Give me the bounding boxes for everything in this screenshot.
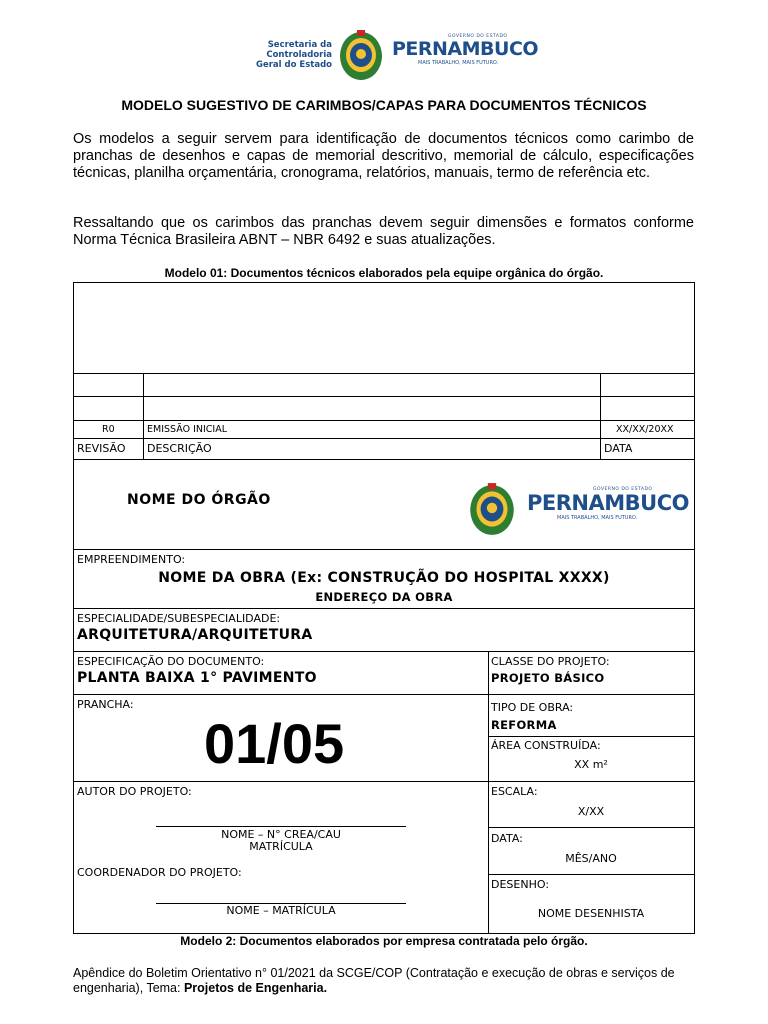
pernambuco-seal-icon [462, 481, 522, 537]
obra-name: NOME DA OBRA (Ex: CONSTRUÇÃO DO HOSPITAL XXXX) [158, 570, 610, 586]
title-block-stamp [73, 282, 695, 934]
tipo-obra-label: TIPO DE OBRA: [491, 701, 574, 714]
footer-note: Apêndice do Boletim Orientativo n° 01/2021 da SCGE/COP (Contratação e execução de obras e serviços de engenharia), Tema: Projetos de Engenharia. [73, 966, 675, 995]
escala-label: ESCALA: [491, 785, 538, 798]
autor-matricula: MATRÍCULA [249, 840, 313, 853]
date-header: DATA [604, 442, 633, 455]
revision-number: R0 [102, 424, 115, 435]
especialidade-value: ARQUITETURA/ARQUITETURA [77, 627, 313, 643]
autor-label: AUTOR DO PROJETO: [77, 785, 192, 798]
area-label: ÁREA CONSTRUÍDA: [491, 739, 601, 752]
escala-value: X/XX [577, 805, 605, 818]
coordenador-name: NOME – MATRÍCULA [226, 904, 336, 917]
pernambuco-seal-icon [338, 28, 384, 82]
model-1-caption: Modelo 01: Documentos técnicos elaborados pela equipe orgânica do órgão. [164, 266, 604, 280]
model-2-caption: Modelo 2: Documentos elaborados por empresa contratada pelo órgão. [180, 934, 588, 948]
area-value: XX m² [574, 758, 608, 771]
data-label: DATA: [491, 832, 523, 845]
desenho-value: NOME DESENHISTA [537, 907, 645, 920]
especialidade-label: ESPECIALIDADE/SUBESPECIALIDADE: [77, 612, 281, 625]
classe-label: CLASSE DO PROJETO: [491, 655, 610, 668]
revision-description: EMISSÃO INICIAL [147, 424, 228, 435]
org-name: NOME DO ÓRGÃO [127, 492, 271, 508]
data-value: MÊS/ANO [565, 852, 617, 865]
prancha-label: PRANCHA: [77, 698, 134, 711]
pernambuco-logo: GOVERNO DO ESTADO PERNAMBUCO MAIS TRABALHO, MAIS FUTURO. [527, 487, 689, 521]
revision-date: XX/XX/20XX [616, 424, 674, 435]
especificacao-label: ESPECIFICAÇÃO DO DOCUMENTO: [77, 655, 265, 668]
prancha-number: 01/05 [204, 712, 345, 775]
coordenador-label: COORDENADOR DO PROJETO: [77, 866, 242, 879]
pernambuco-logo: GOVERNO DO ESTADO PERNAMBUCO MAIS TRABALHO, MAIS FUTURO. [392, 34, 539, 66]
desenho-label: DESENHO: [491, 878, 550, 891]
especificacao-value: PLANTA BAIXA 1° PAVIMENTO [77, 670, 317, 686]
revision-header: REVISÃO [77, 442, 126, 455]
autor-name: NOME – N° CREA/CAU [221, 828, 341, 841]
header-logos [246, 26, 539, 84]
empreendimento-label: EMPREENDIMENTO: [77, 553, 186, 566]
classe-value: PROJETO BÁSICO [491, 671, 605, 685]
norm-paragraph: Ressaltando que os carimbos das pranchas devem seguir dimensões e formatos conforme Norma Técnica Brasileira ABNT – NBR 6492 e suas atualizações. [73, 215, 694, 248]
intro-paragraph: Os modelos a seguir servem para identificação de documentos técnicos como carimbo de pranchas de desenhos e capas de memorial descritivo, memorial de cálculo, especificações técnicas, planilha orçamentária, cronograma, relatórios, manuais, termo de referência etc. [73, 131, 694, 181]
obra-address: ENDEREÇO DA OBRA [315, 590, 453, 604]
tipo-obra-value: REFORMA [491, 718, 557, 732]
autor-signature-line [156, 826, 406, 827]
scge-logo: Secretaria da Controladoria Geral do Estado [255, 40, 332, 70]
description-header: DESCRIÇÃO [147, 442, 212, 455]
page-title: MODELO SUGESTIVO DE CARIMBOS/CAPAS PARA DOCUMENTOS TÉCNICOS [121, 97, 647, 113]
